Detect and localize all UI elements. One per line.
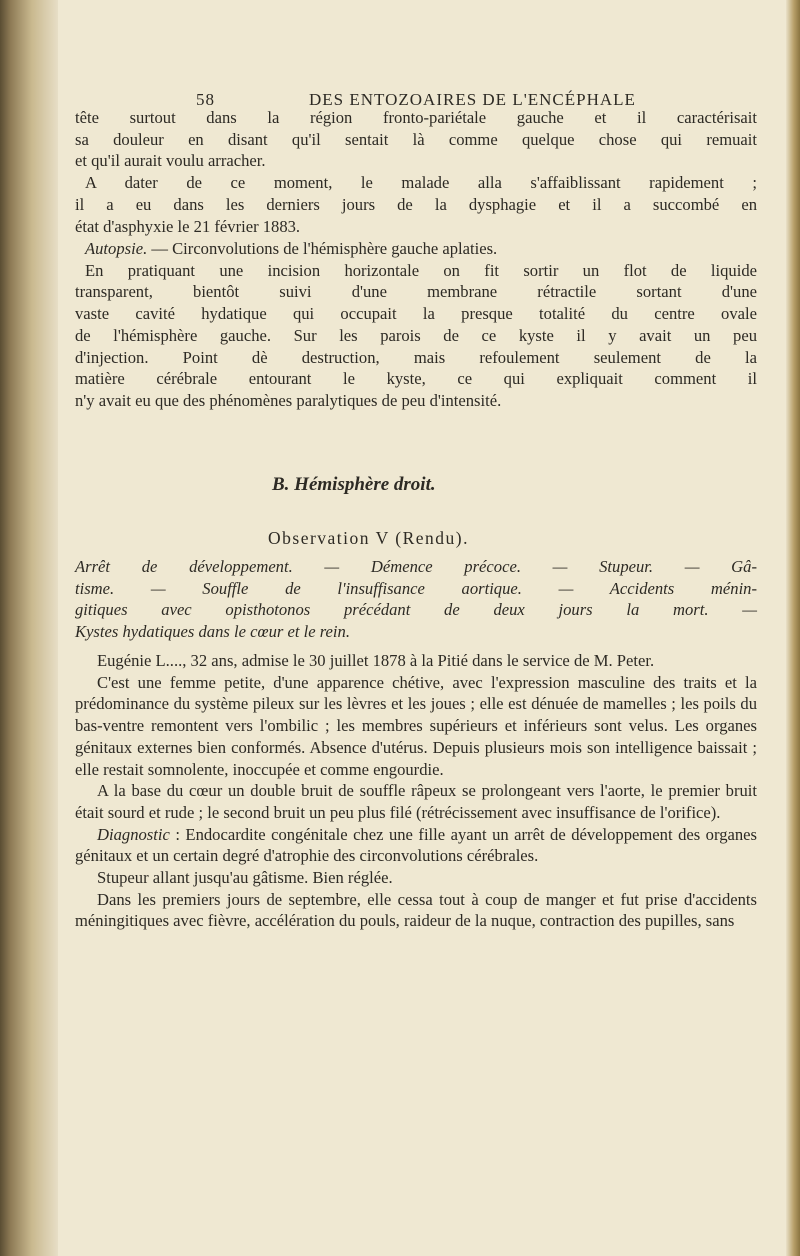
- text-line: et qu'il aurait voulu arracher.: [75, 151, 266, 171]
- top-block: [75, 107, 757, 237]
- diagnostic-text: : Endocardite congénitale chez une fille ayant un arrêt de développement des organes génitaux et un certain degré d'atrophie des circonvolutions cérébrales.: [75, 824, 757, 866]
- text-line: vaste cavité hydatique qui occupait la presque totalité du centre ovale: [75, 304, 757, 324]
- paragraph: Eugénie L...., 32 ans, admise le 30 juillet 1878 à la Pitié dans le service de M. Peter.: [97, 651, 655, 670]
- autopsy-text: — Circonvolutions de l'hémisphère gauche aplaties.: [147, 239, 498, 258]
- autopsy-label: Autopsie.: [85, 239, 148, 258]
- page-fore-edge: [786, 0, 800, 1256]
- paragraph: C'est une femme petite, d'une apparence chétive, avec l'expression masculine des traits et la prédominance du système pileux sur les lèvres et les joues ; elle est dénuée de mamelles ; les poils du bas-ventre remontent vers l'ombilic ; les membres supérieurs et inférieurs sont velus. Les organes génitaux externes bien conformés. Absence d'utérus. Depuis plusieurs mois son intelligence baissait ; elle restait somnolente, inoccupée et comme engourdie.: [75, 672, 757, 779]
- running-title: DES ENTOZOAIRES DE L'ENCÉPHALE: [309, 90, 636, 109]
- observation-title: Observation V (Rendu).: [268, 528, 470, 548]
- body-text: [75, 650, 757, 932]
- text-line: il a eu dans les derniers jours de la dysphagie et il a succombé en: [75, 194, 757, 214]
- text-line: A dater de ce moment, le malade alla s'affaiblissant rapidement ;: [85, 173, 757, 193]
- paragraph: Dans les premiers jours de septembre, elle cessa tout à coup de manger et fut prise d'accidents méningitiques avec fièvre, accélération du pouls, raideur de la nuque, contraction des pupilles, sans: [75, 889, 757, 931]
- diagnostic-paragraph: [75, 824, 757, 867]
- paragraph: A la base du cœur un double bruit de souffle râpeux se prolongeant vers l'aorte, le premier bruit était sourd et rude ; le second bruit un peu plus filé (rétrécissement avec insuffisance de l'orifice).: [75, 781, 757, 822]
- text-line: d'injection. Point dè destruction, mais refoulement seulement de la: [75, 347, 757, 367]
- text-line: sa douleur en disant qu'il sentait là comme quelque chose qui remuait: [75, 129, 757, 149]
- autopsy-heading: [75, 238, 757, 260]
- text-line: n'y avait eu que des phénomènes paralytiques de peu d'intensité.: [75, 390, 502, 410]
- summary-line: Arrêt de développement. — Démence précoce. — Stupeur. — Gâ-: [75, 557, 757, 576]
- summary-line: tisme. — Souffle de l'insuffisance aortique. — Accidents ménin-: [75, 578, 757, 598]
- section-title: B. Hémisphère droit.: [272, 474, 436, 495]
- paragraph: Stupeur allant jusqu'au gâtisme. Bien réglée.: [97, 868, 393, 888]
- page-binding-edge: [0, 0, 58, 1256]
- autopsy-block: [75, 238, 757, 412]
- text-line: état d'asphyxie le 21 février 1883.: [75, 216, 301, 236]
- diagnostic-label: Diagnostic: [97, 824, 170, 844]
- summary-line: gitiques avec opisthotonos précédant de deux jours la mort. —: [75, 600, 757, 620]
- summary-line: Kystes hydatiques dans le cœur et le rein.: [75, 622, 350, 642]
- text-line: de l'hémisphère gauche. Sur les parois de ce kyste il y avait un peu: [75, 325, 757, 345]
- text-line: matière cérébrale entourant le kyste, ce qui expliquait comment il: [75, 369, 757, 389]
- text-line: transparent, bientôt suivi d'une membrane rétractile sortant d'une: [75, 282, 757, 302]
- text-line: tête surtout dans la région fronto-pariétale gauche et il caractérisait: [75, 108, 757, 127]
- page-number: 58: [196, 90, 215, 109]
- summary-block: [75, 556, 757, 643]
- text-line: En pratiquant une incision horizontale on fit sortir un flot de liquide: [85, 260, 757, 280]
